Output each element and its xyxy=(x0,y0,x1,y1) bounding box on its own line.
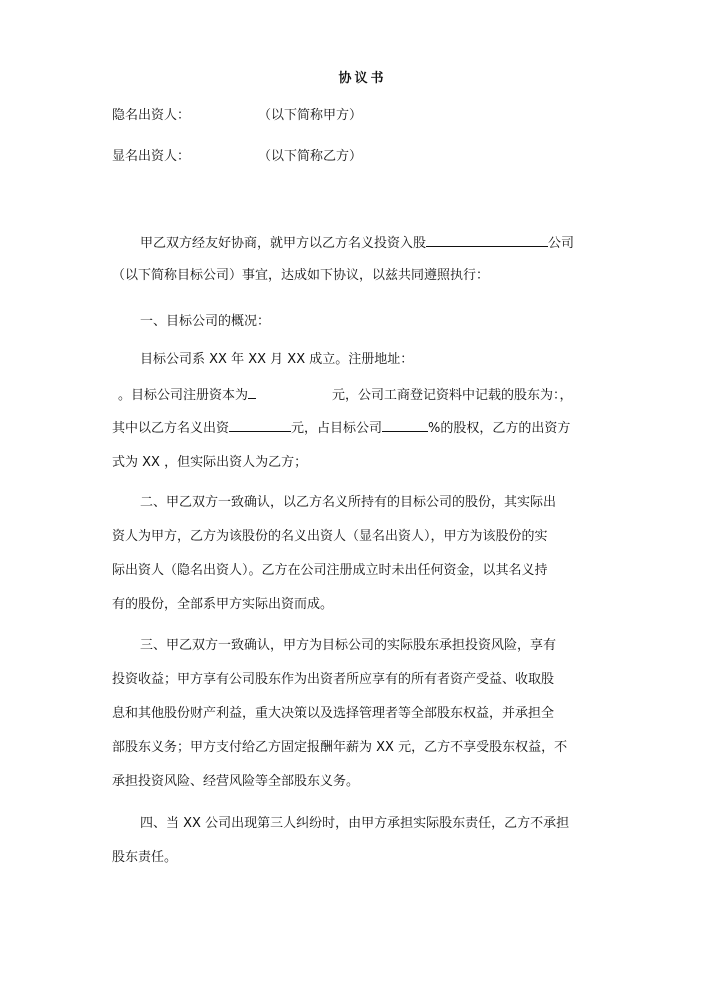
party-b-line xyxy=(112,147,363,167)
section-1-text-2b: 元，公司工商登记资料中记载的股东为： xyxy=(332,388,560,403)
section-2-line-1: 二、甲乙双方一致确认，以乙方名义所持有的目标公司的股份，其实际出 xyxy=(140,495,557,510)
section-1-line-4: 式为 XX ，但实际出资人为乙方； xyxy=(112,455,308,470)
section-4-line-1: 四、当 XX 公司出现第三人纠纷时，由甲方承担实际股东责任，乙方不承担 xyxy=(140,816,570,831)
party-a-line xyxy=(112,106,363,126)
section-3-line-2: 投资收益；甲方享有公司股东作为出资者所应享有的所有者资产受益、收取股 xyxy=(112,672,555,687)
section-4-line-2: 股东责任。 xyxy=(112,850,178,865)
section-1-line-3 xyxy=(112,418,622,439)
intro-line-1 xyxy=(112,233,650,254)
section-1-line-2 xyxy=(118,385,628,406)
party-b-note: （以下简称乙方） xyxy=(258,149,363,164)
intro-text-1a: 甲乙双方经友好协商，就甲方以乙方名义投资入股 xyxy=(140,236,427,251)
section-2-line-4: 有的股份，全部系甲方实际出资而成。 xyxy=(112,597,334,612)
document-title: 协议书 xyxy=(338,71,387,86)
section-3-line-4: 部股东义务；甲方支付给乙方固定报酬年薪为 XX 元，乙方不享受股东权益，不 xyxy=(112,740,568,755)
section-1-text-3c: %的股权，乙方的出资方 xyxy=(428,421,571,436)
capital-blank xyxy=(248,385,256,399)
intro-text-1b: 公司 xyxy=(548,236,575,251)
intro-line-2: （以下简称目标公司）事宜，达成如下协议，以兹共同遵照执行： xyxy=(112,268,490,283)
section-1-text-3b: 元，占目标公司 xyxy=(291,421,383,436)
contribution-blank xyxy=(229,418,291,432)
section-1-text-3a: 其中以乙方名义出资 xyxy=(112,421,230,436)
section-2-line-2: 资人为甲方，乙方为该股份的名义出资人（显名出资人），甲方为该股份的实 xyxy=(112,529,548,544)
section-1-heading: 一、目标公司的概况： xyxy=(140,314,271,329)
section-3-line-5: 承担投资风险、经营风险等全部股东义务。 xyxy=(112,774,360,789)
party-b-label: 显名出资人： xyxy=(112,149,191,164)
section-1-line-1: 目标公司系 XX 年 XX 月 XX 成立。注册地址： xyxy=(140,352,414,367)
party-a-label: 隐名出资人： xyxy=(112,108,191,123)
party-a-note: （以下简称甲方） xyxy=(258,108,363,123)
section-2-line-3: 际出资人（隐名出资人）。乙方在公司注册成立时未出任何资金，以其名义持 xyxy=(112,563,548,578)
section-3-line-3: 息和其他股份财产利益，重大决策以及选择管理者等全部股东权益，并承担全 xyxy=(112,706,555,721)
section-3-line-1: 三、甲乙双方一致确认，甲方为目标公司的实际股东承担投资风险，享有 xyxy=(140,638,557,653)
share-percent-blank xyxy=(382,418,428,432)
section-1-text-2c: ， xyxy=(559,388,573,403)
company-name-blank xyxy=(426,233,548,247)
section-1-text-2a: 。目标公司注册资本为 xyxy=(118,388,249,403)
